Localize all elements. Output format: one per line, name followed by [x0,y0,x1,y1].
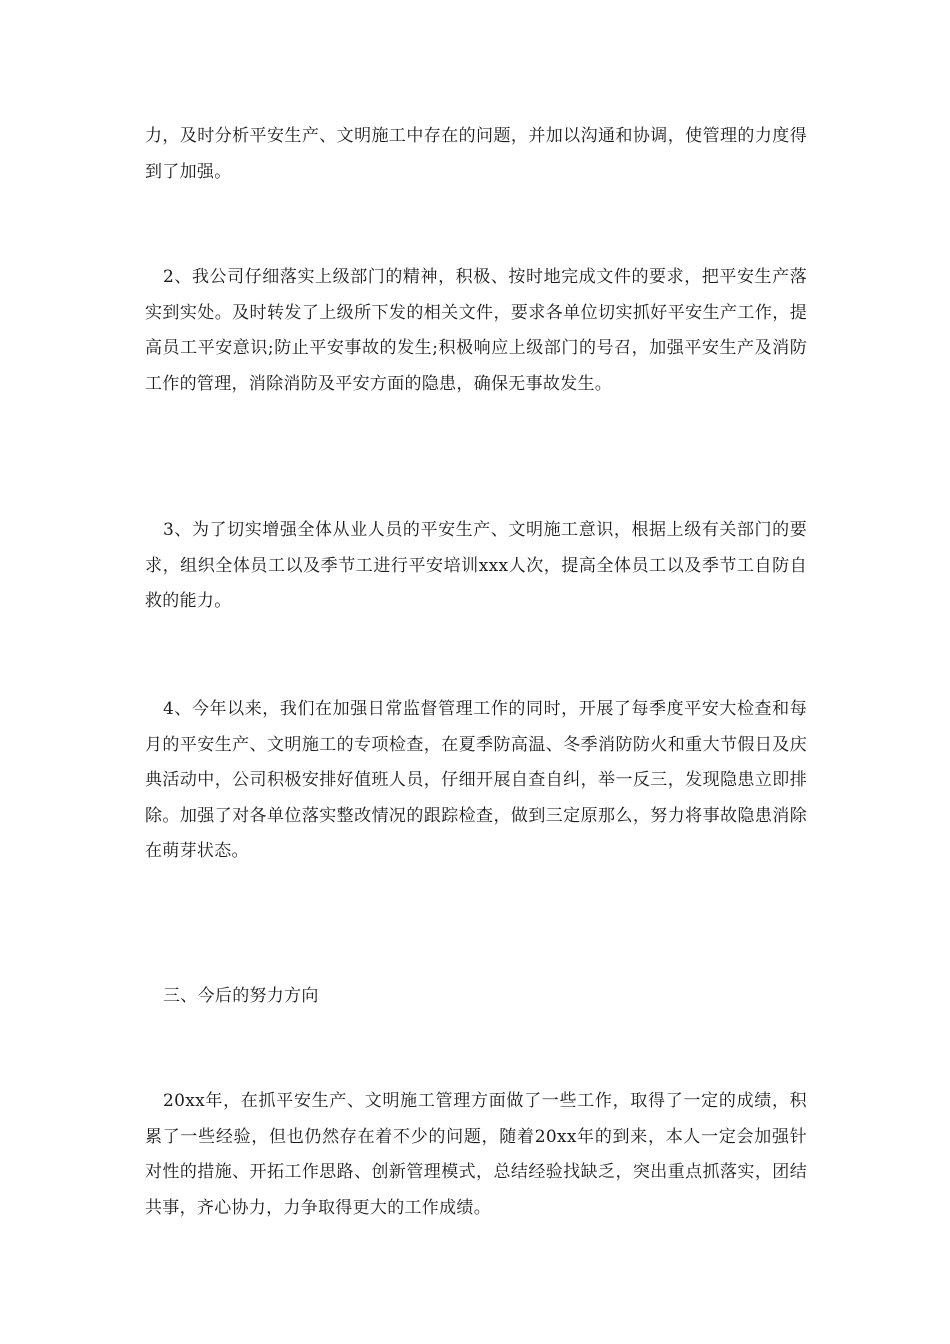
paragraph-item-4: 4、今年以来，我们在加强日常监督管理工作的同时，开展了每季度平安大检查和每月的平安生产、文明施工的专项检查，在夏季防高温、冬季消防防火和重大节假日及庆典活动中，公司积极安排好值班人员，仔细开展自查自纠，举一反三，发现隐患立即排除。加强了对各单位落实整改情况的跟踪检查，做到三定原那么，努力将事故隐患消除在萌芽状态。 [145,699,807,861]
paragraph-item-3: 3、为了切实增强全体从业人员的平安生产、文明施工意识，根据上级有关部门的要求，组织全体员工以及季节工进行平安培训xxx人次，提高全体员工以及季节工自防自救的能力。 [145,520,807,611]
paragraph-item-2: 2、我公司仔细落实上级部门的精神，积极、按时地完成文件的要求，把平安生产落实到实处。及时转发了上级所下发的相关文件，要求各单位切实抓好平安生产工作，提高员工平安意识;防止平安事故的发生;积极响应上级部门的号召，加强平安生产及消防工作的管理，消除消防及平安方面的隐患，确保无事故发生。 [145,267,807,394]
paragraph-continuation: 力，及时分析平安生产、文明施工中存在的问题，并加以沟通和协调，使管理的力度得到了加强。 [145,126,807,182]
section-heading: 三、今后的努力方向 [163,986,319,1006]
paragraph-closing: 20xx年，在抓平安生产、文明施工管理方面做了一些工作，取得了一定的成绩，积累了一些经验，但也仍然存在着不少的问题，随着20xx年的到来，本人一定会加强针对性的措施、开拓工作思路、创新管理模式，总结经验找缺乏，突出重点抓落实，团结共事，齐心协力，力争取得更大的工作成绩。 [145,1091,807,1218]
